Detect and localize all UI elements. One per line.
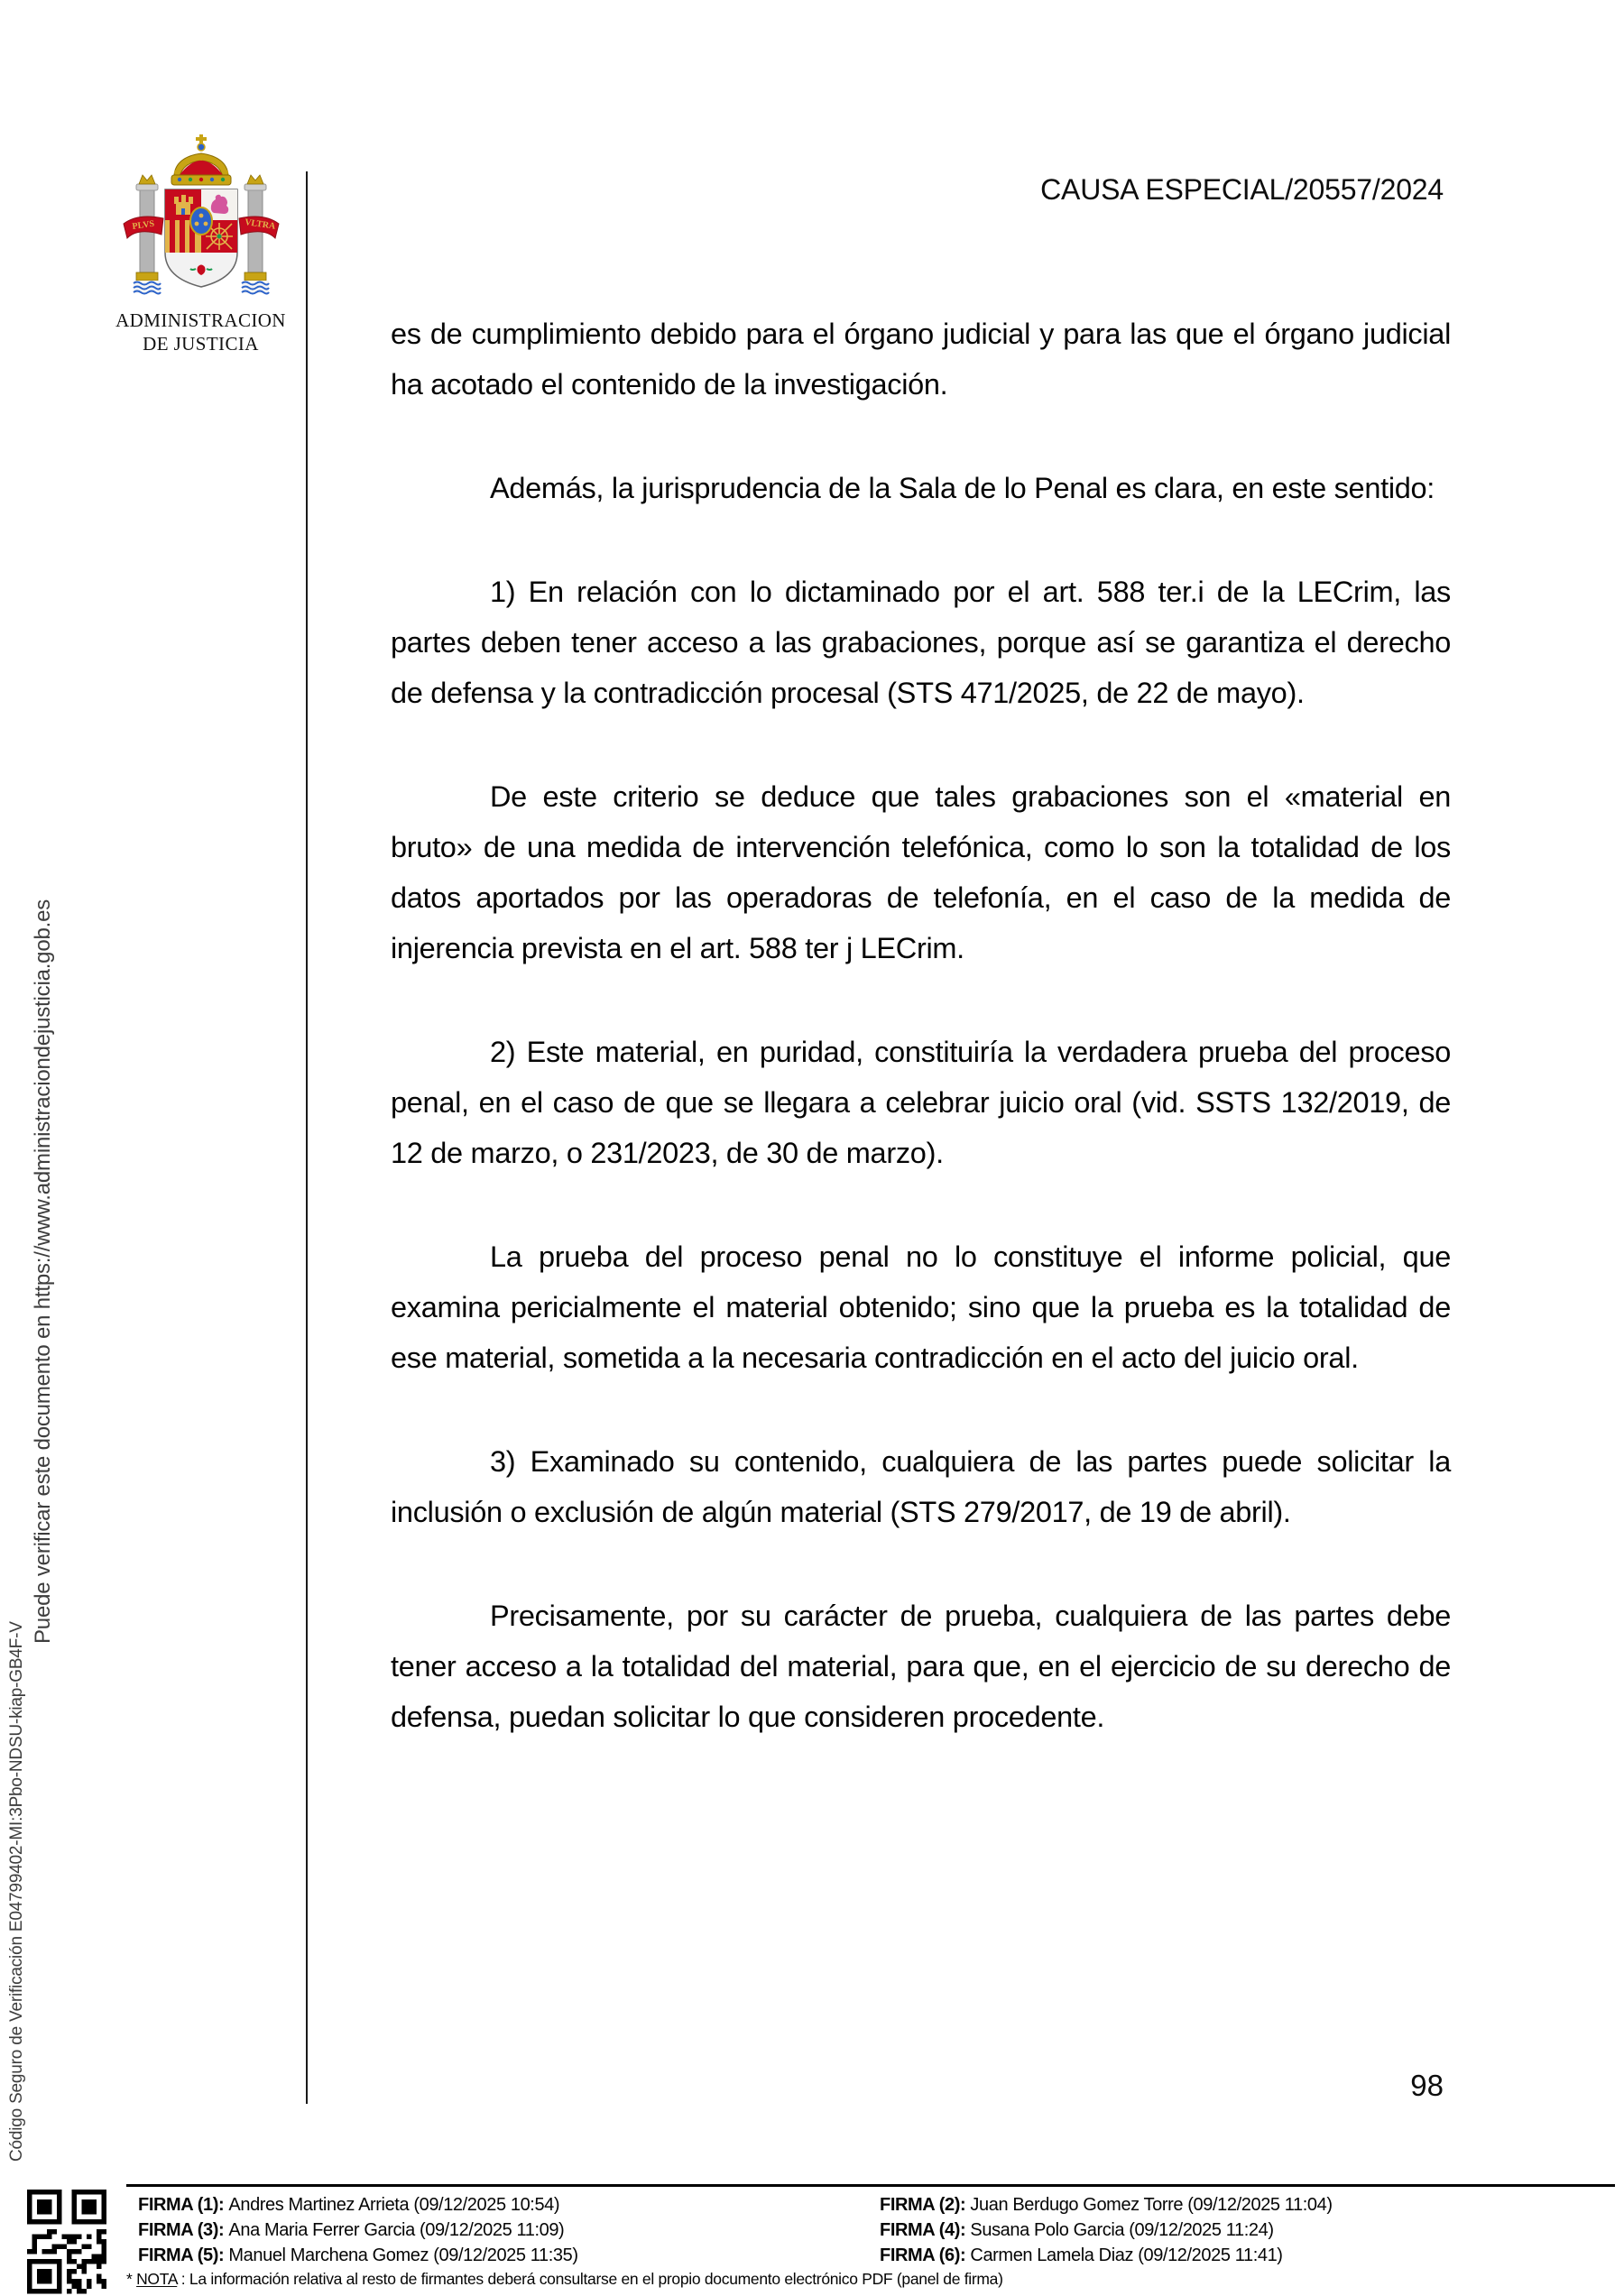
body-paragraph: 3) Examinado su contenido, cualquiera de las partes puede solicitar la inclusión o exclusión de algún material (STS 279/2017, de 19 de abril). [391,1445,1451,1528]
signature-label: FIRMA (6): [880,2245,971,2265]
body-paragraph: Además, la jurisprudencia de la Sala de lo Penal es clara, en este sentido: [490,472,1435,504]
organization-name-line2: DE JUSTICIA [143,333,259,355]
verification-url-vertical-text: Puede verificar este documento en https://www.administraciondejusticia.gob.es [31,899,55,1644]
vertical-rule [306,171,308,2104]
case-number: CAUSA ESPECIAL/20557/2024 [1040,173,1444,206]
signature-row [880,2194,1333,2219]
signature-value: Juan Berdugo Gomez Torre (09/12/2025 11:04) [970,2195,1333,2215]
note-label: NOTA [136,2270,178,2288]
left-pillar-icon [131,175,161,294]
body-paragraph: La prueba del proceso penal no lo constituye el informe policial, que examina pericialmente el material obtenido; sino que la prueba es la totalidad de ese material, sometida a la necesaria contradicción en el acto del juicio oral. [391,1240,1451,1374]
signature-value: Susana Polo Garcia (09/12/2025 11:24) [970,2220,1274,2240]
body-paragraph: De este criterio se deduce que tales grabaciones son el «material en bruto» de una medida de intervención telefónica, como lo son la totalidad de los datos aportados por las operadoras de telefonía, en el caso de la medida de injerencia prevista en el art. 588 ter j LECrim. [391,780,1451,964]
body-paragraph: 1) En relación con lo dictaminado por el art. 588 ter.i de la LECrim, las partes deben tener acceso a las grabaciones, porque así se garantiza el derecho de defensa y la contradicción procesal (STS 471/2025, de 22 de mayo). [391,576,1451,709]
signature-column-right [880,2194,1333,2270]
verification-code-vertical-text: Código Seguro de Verificación E04799402-MI:3Pbo-NDSU-kiap-GB4F-V [7,1621,26,2162]
signature-label: FIRMA (3): [138,2220,229,2240]
shield-icon [165,189,237,287]
signature-label: FIRMA (1): [138,2195,229,2215]
signature-value: Manuel Marchena Gomez (09/12/2025 11:35) [228,2245,578,2265]
signature-row [880,2245,1333,2270]
motto-left-text: PLVS [131,218,155,232]
motto-right-text: VLTRA [244,217,276,232]
organization-name-line1: ADMINISTRACION [115,309,286,331]
document-body [391,309,1451,1795]
body-paragraph: Precisamente, por su carácter de prueba, cualquiera de las partes debe tener acceso a la totalidad del material, para que, en el ejercicio de su derecho de defensa, puedan solicitar lo que consideren procedente. [391,1600,1451,1733]
signature-note [126,2270,1003,2289]
note-star: * [126,2270,137,2288]
signature-row [138,2219,578,2245]
signature-value: Ana Maria Ferrer Garcia (09/12/2025 11:09) [228,2220,565,2240]
qr-code [27,2190,106,2296]
signature-row [138,2245,578,2270]
body-paragraph: 2) Este material, en puridad, constituiría la verdadera prueba del proceso penal, en el caso de que se llegara a celebrar juicio oral (vid. SSTS 132/2019, de 12 de marzo, o 231/2023, de 30 de marzo). [391,1036,1451,1169]
note-text: : La información relativa al resto de firmantes deberá consultarse en el propio documento electrónico PDF (panel de firma) [177,2270,1003,2288]
signature-value: Carmen Lamela Diaz (09/12/2025 11:41) [970,2245,1283,2265]
signature-label: FIRMA (5): [138,2245,229,2265]
signature-row [880,2219,1333,2245]
signature-divider [126,2184,1615,2187]
organization-name [99,309,302,355]
right-pillar-icon [242,175,269,294]
signature-row [138,2194,578,2219]
page-number: 98 [1410,2069,1444,2102]
coat-of-arms-icon [120,134,282,309]
signature-label: FIRMA (4): [880,2220,971,2240]
crown-icon [171,134,231,185]
body-paragraph: es de cumplimiento debido para el órgano judicial y para las que el órgano judicial ha acotado el contenido de la investigación. [391,318,1451,401]
signature-column-left [138,2194,578,2270]
signature-label: FIRMA (2): [880,2195,971,2215]
signature-value: Andres Martinez Arrieta (09/12/2025 10:54) [228,2195,560,2215]
